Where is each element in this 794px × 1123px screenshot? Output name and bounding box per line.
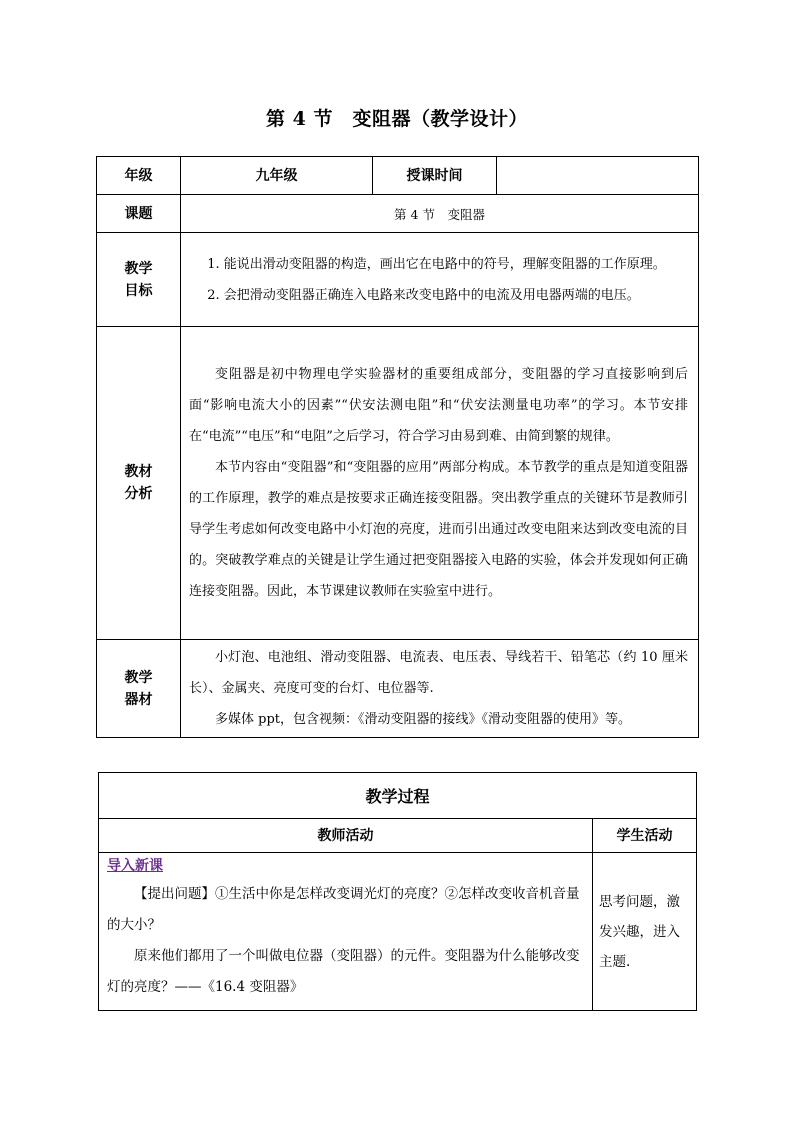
grade-value: 九年级 [181,157,373,195]
intro-row [99,853,697,1011]
time-value [497,157,699,195]
goals-row [97,233,699,327]
student-activity-cell: 思考问题，激发兴趣，进入主题. [593,853,697,1011]
process-column-row [99,819,697,853]
equipment-label [97,640,181,738]
teacher-paragraph: 【提出问题】①生活中你是怎样改变调光灯的亮度？②怎样改变收音机音量的大小？ [107,886,580,933]
page-title: 第 4 节 变阻器（教学设计） [266,108,528,130]
goals-content [181,233,699,327]
topic-row [97,195,699,233]
teacher-activity-header: 教师活动 [99,819,593,853]
equipment-content [181,640,699,738]
topic-label: 课题 [97,195,181,233]
process-heading-row [99,773,697,819]
time-label: 授课时间 [373,157,497,195]
goals-label-text: 教学目标 [124,260,153,299]
topic-value: 第 4 节 变阻器 [181,195,699,233]
analysis-row [97,327,699,640]
grade-row [97,157,699,195]
analysis-label-text: 教材分析 [124,464,153,502]
teacher-paragraph: 原来他们都用了一个叫做电位器（变阻器）的元件。变阻器为什么能够改变灯的亮度？——《16.4 变阻器》 [107,948,580,995]
analysis-paragraph: 本节内容由“变阻器”和“变阻器的应用”两部分构成。本节教学的重点是知道变阻器的工作原理，教学的难点是按要求正确连接变阻器。突出教学重点的关键环节是教师引导学生考虑如何改变电路中小灯泡的亮度，进而引出通过改变电阻来达到改变电流的目的。突破教学难点的关键是让学生通过把变阻器接入电路的实验，体会并发现如何正确连接变阻器。因此，本节课建议教师在实验室中进行。 [189,460,688,599]
equipment-row [97,640,699,738]
intro-section-link[interactable]: 导入新课 [107,858,163,874]
lesson-info-table [96,156,699,738]
analysis-paragraph: 变阻器是初中物理电学实验器材的重要组成部分，变阻器的学习直接影响到后面“影响电流大小的因素”“伏安法测电阻”和“伏安法测量电功率”的学习。本节安排在“电流”“电压”和“电阻”之后学习，符合学习由易到难、由简到繁的规律。 [189,367,688,444]
equipment-label-text: 教学器材 [124,669,153,708]
equipment-paragraph: 多媒体 ppt，包含视频：《滑动变阻器的接线》《滑动变阻器的使用》等。 [215,712,632,727]
grade-label: 年级 [97,157,181,195]
equipment-paragraph: 小灯泡、电池组、滑动变阻器、电流表、电压表、导线若干、铅笔芯（约 10 厘米长）、金属夹、亮度可变的台灯、电位器等. [189,650,688,696]
analysis-label [97,327,181,640]
student-activity-header: 学生活动 [593,819,697,853]
analysis-content [181,327,699,640]
teaching-process-table [98,772,697,1011]
teacher-activity-cell [99,853,593,1011]
goals-label [97,233,181,327]
goal-item: 1. 能说出滑动变阻器的构造，画出它在电路中的符号，理解变阻器的工作原理。 [207,256,666,272]
goal-item: 2. 会把滑动变阻器正确连入电路来改变电路中的电流及用电器两端的电压。 [207,287,640,303]
process-heading: 教学过程 [99,773,697,819]
